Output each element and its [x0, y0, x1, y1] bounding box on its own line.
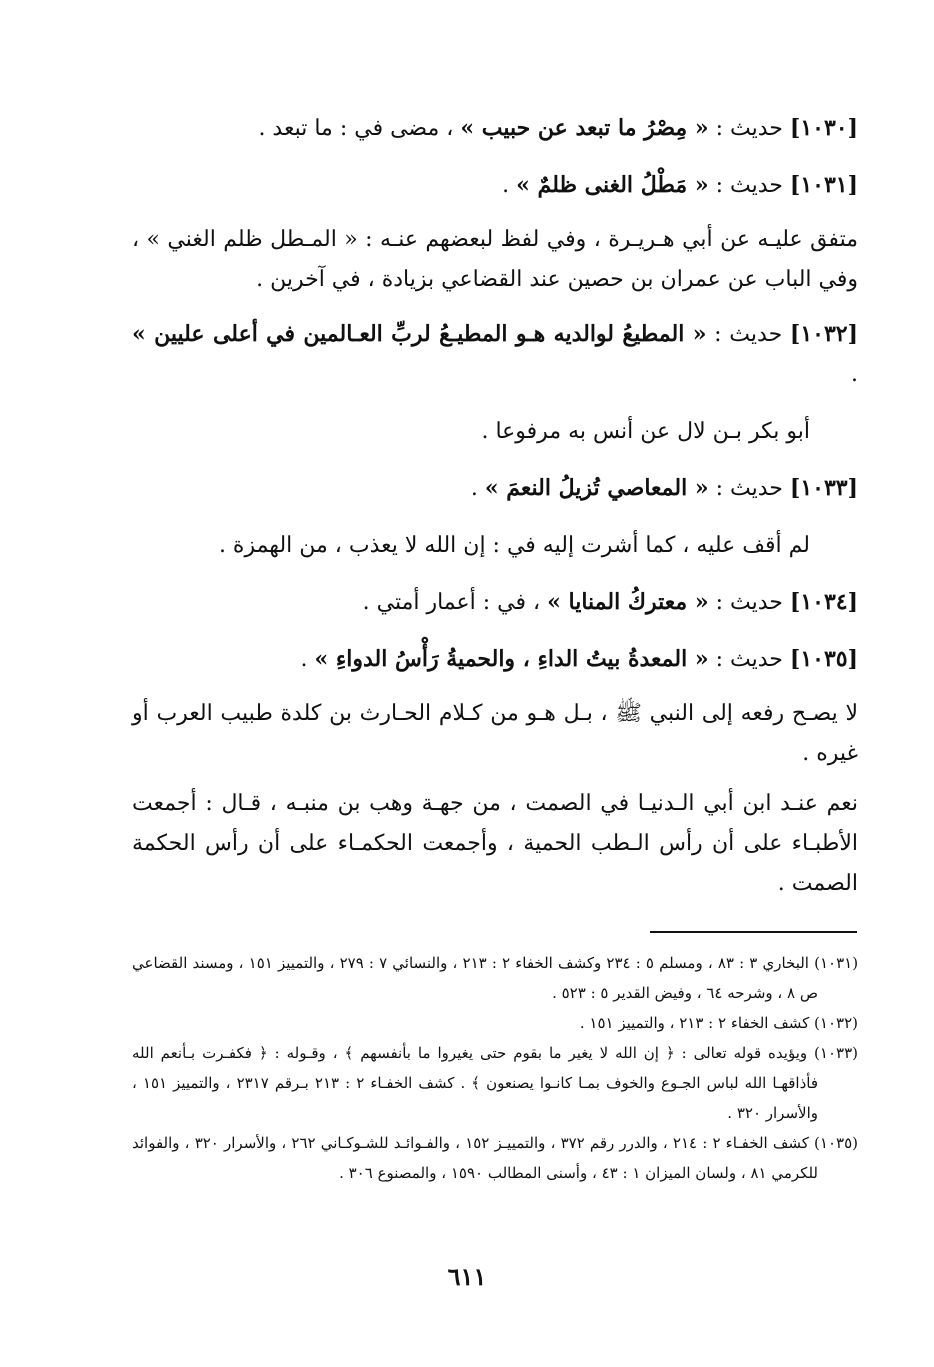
footnote-1035: (١٠٣٥) كشف الخفـاء ٢ : ٢١٤ ، والدرر رقم ٣٧٢ ، والتمييـز ١٥٢ ، والفـوائـد للشـوكـاني ٢٦٢ ، والأسرار ٣٢٠ ، والفوائد للكرمي ٨١ ، ولسان الميزان ١ : ٤٣ ، وأسنى المطالب ١٥٩٠ ، والمصنوع ٣٠٦ .: [132, 1134, 858, 1182]
hadith-quote: « المعاصي تُزيلُ النعمَ »: [484, 475, 709, 501]
entry-1030: [132, 100, 858, 157]
entry-1031: [132, 157, 858, 214]
entry-label: حديث :: [715, 116, 783, 141]
hadith-quote: « مِصْرُ ما تبعد عن حبيب »: [460, 115, 709, 141]
footnote-divider: [650, 931, 857, 933]
main-text: [132, 100, 858, 912]
page-number: ٦١١: [447, 1262, 487, 1291]
entry-1035: [132, 631, 858, 688]
entry-number: [١٠٣٢]: [789, 321, 858, 347]
footnotes: [132, 948, 858, 1188]
hadith-quote: « المطيعُ لوالديه هـو المطيـعُ لربِّ العـالمين في أعلى عليين »: [132, 321, 707, 347]
entry-label: حديث :: [714, 322, 783, 347]
entry-rest: ، مضى في : ما تبعد .: [258, 116, 454, 141]
entry-rest: ، في : أعمار أمتي .: [362, 590, 541, 615]
commentary-1035b: نعم عنـد ابن أبي الـدنيـا في الصمت ، من جهـة وهب بن منبـه ، قـال : أجمعت الأطبـاء على أن رأس الـطب الحمية ، وأجمعت الحكمـاء على أن رأس الحكمة الصمت .: [132, 791, 858, 896]
entry-rest: .: [502, 173, 510, 198]
entry-number: [١٠٣١]: [789, 172, 858, 198]
hadith-quote: « المعدةُ بيتُ الداءِ ، والحميةُ رَأْسُ الدواءِ »: [314, 646, 709, 672]
entry-label: حديث :: [715, 590, 783, 615]
entry-rest: .: [300, 647, 308, 672]
entry-1033: [132, 460, 858, 517]
commentary-1032: أبو بكر بـن لال عن أنس به مرفوعا .: [481, 419, 810, 444]
entry-label: حديث :: [715, 647, 783, 672]
entry-number: [١٠٣٥]: [789, 646, 858, 672]
commentary-1031: متفق عليـه عن أبي هـريـرة ، وفي لفظ لبعضهم عنـه : « المـطل ظلم الغني » ، وفي الباب عن عمران بن حصين عند القضاعي بزيادة ، في آخرين .: [132, 227, 858, 292]
entry-label: حديث :: [715, 173, 783, 198]
footnote-1032: (١٠٣٢) كشف الخفاء ٢ : ٢١٣ ، والتمييز ١٥١ .: [579, 1014, 858, 1032]
entry-1034: [132, 574, 858, 631]
commentary-1033: لم أقف عليه ، كما أشرت إليه في : إن الله لا يعذب ، من الهمزة .: [218, 533, 810, 558]
footnote-1031: (١٠٣١) البخاري ٣ : ٨٣ ، ومسلم ٥ : ٢٣٤ وكشف الخفاء ٢ : ٢١٣ ، والنسائي ٧ : ٢٧٩ ، والتمييز ١٥١ ، ومسند القضاعي ص ٨ ، وشرحه ٦٤ ، وفيض القدير ٥ : ٥٢٣ .: [132, 954, 859, 1002]
entry-number: [١٠٣٤]: [789, 589, 858, 615]
footnote-1033: (١٠٣٣) ويؤيده قوله تعالى : ﴿ إن الله لا يغير ما بقوم حتى يغيروا ما بأنفسهم ﴾ ، وقـوله : ﴿ فكفـرت بـأنعم الله فأذاقهـا الله لباس الجـوع والخوف بمـا كانـوا يصنعون ﴾ . كشف الخفـاء ٢ : ٢١٣ بـرقم ٢٣١٧ ، والتمييز ١٥١ ، والأسرار ٣٢٠ .: [132, 1044, 858, 1122]
entry-1032: [132, 314, 858, 395]
commentary-1035a: لا يصـح رفعه إلى النبي ﷺ ، بـل هـو من كـلام الحـارث بن كلدة طبيب العرب أو غيره .: [132, 701, 858, 766]
entry-number: [١٠٣٣]: [789, 475, 858, 501]
hadith-quote: « معتركُ المنايا »: [547, 589, 709, 615]
entry-rest: .: [851, 362, 858, 387]
entry-rest: .: [470, 476, 478, 501]
entry-number: [١٠٣٠]: [789, 115, 858, 141]
hadith-quote: « مَطْلُ الغنى ظلمٌ »: [516, 172, 709, 198]
entry-label: حديث :: [715, 476, 783, 501]
